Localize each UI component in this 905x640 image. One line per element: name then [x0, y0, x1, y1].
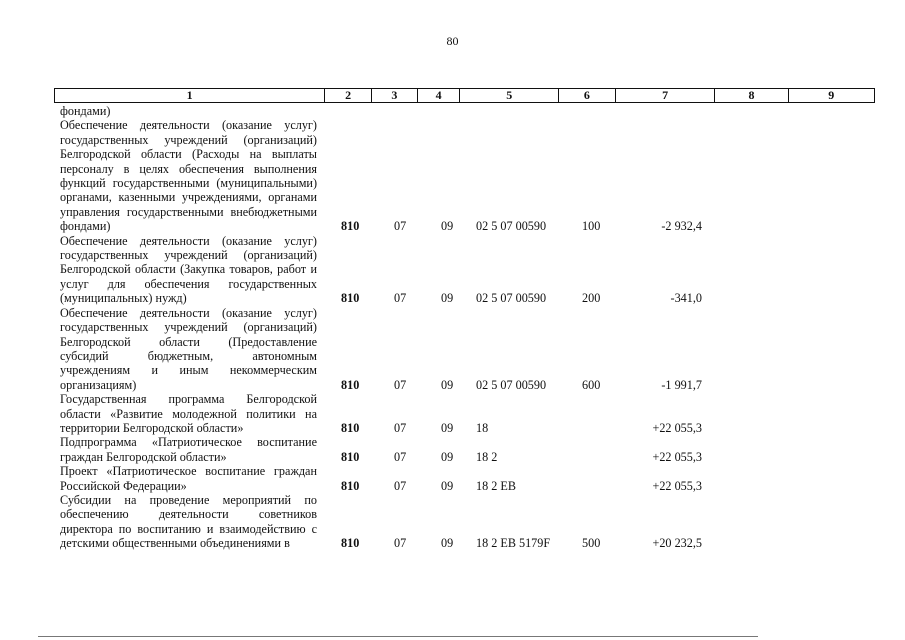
cell-amount: +22 055,3 — [652, 420, 702, 435]
cell-admin-code: 810 — [341, 219, 360, 234]
table-row — [0, 493, 905, 551]
row-description: Государственная программа Белгородской области «Развитие молодежной политики на территории Белгородской области» — [60, 392, 317, 435]
row-description: Проект «Патриотическое воспитание граждан Российской Федерации» — [60, 464, 317, 493]
cell-section: 07 — [394, 449, 407, 464]
column-header-9: 9 — [788, 89, 874, 103]
cell-subsection: 09 — [441, 219, 454, 234]
table-row — [0, 435, 905, 464]
cell-admin-code: 810 — [341, 377, 360, 392]
cell-section: 07 — [394, 478, 407, 493]
cell-amount: -341,0 — [670, 291, 702, 306]
table-row — [0, 118, 905, 233]
cell-amount: -2 932,4 — [661, 219, 702, 234]
table-body — [0, 104, 905, 551]
column-header-7: 7 — [615, 89, 715, 103]
cell-amount: +20 232,5 — [652, 536, 702, 551]
cell-expense-type: 500 — [582, 536, 601, 551]
column-header-3: 3 — [372, 89, 418, 103]
cell-admin-code: 810 — [341, 478, 360, 493]
row-description: Обеспечение деятельности (оказание услуг) государственных учреждений (организаций) Белгородской области (Закупка товаров, работ и услуг для обеспечения государственных (муниципальных) нужд) — [60, 233, 317, 306]
cell-admin-code: 810 — [341, 536, 360, 551]
page-bottom-rule — [38, 636, 758, 637]
table-row — [0, 392, 905, 435]
row-description: Обеспечение деятельности (оказание услуг) государственных учреждений (организаций) Белгородской области (Расходы на выплаты персоналу в целях обеспечения выполнения функций государственными (муниципальными) органами, казенными учреждениями, органами управления государственными внебюджетными фондами) — [60, 118, 317, 234]
row-description: Обеспечение деятельности (оказание услуг) государственных учреждений (организаций) Белгородской области (Предоставление субсидий бюджетным, автономным учреждениям и иным некоммерческим организациям) — [60, 305, 317, 392]
cell-subsection: 09 — [441, 478, 454, 493]
row-description: фондами) — [60, 104, 111, 118]
cell-subsection: 09 — [441, 536, 454, 551]
cell-target-article: 02 5 07 00590 — [476, 377, 547, 392]
table-row — [0, 464, 905, 493]
table-row — [0, 104, 905, 118]
cell-admin-code: 810 — [341, 449, 360, 464]
cell-section: 07 — [394, 536, 407, 551]
cell-section: 07 — [394, 420, 407, 435]
cell-admin-code: 810 — [341, 291, 360, 306]
row-description: Подпрограмма «Патриотическое воспитание граждан Белгородской области» — [60, 435, 317, 464]
cell-target-article: 02 5 07 00590 — [476, 291, 547, 306]
cell-section: 07 — [394, 219, 407, 234]
column-header-5: 5 — [460, 89, 559, 103]
cell-target-article: 02 5 07 00590 — [476, 219, 547, 234]
cell-amount: -1 991,7 — [661, 377, 702, 392]
cell-subsection: 09 — [441, 420, 454, 435]
cell-target-article: 18 2 ЕВ 5179F — [476, 536, 551, 551]
cell-target-article: 18 — [476, 420, 489, 435]
cell-admin-code: 810 — [341, 420, 360, 435]
cell-section: 07 — [394, 291, 407, 306]
cell-target-article: 18 2 — [476, 449, 498, 464]
column-header-1: 1 — [55, 89, 325, 103]
table-row — [0, 234, 905, 306]
cell-subsection: 09 — [441, 291, 454, 306]
column-header-row — [54, 88, 875, 103]
column-header-2: 2 — [325, 89, 372, 103]
page-number: 80 — [446, 34, 459, 48]
cell-target-article: 18 2 ЕВ — [476, 478, 516, 493]
cell-subsection: 09 — [441, 449, 454, 464]
cell-subsection: 09 — [441, 377, 454, 392]
column-header-4: 4 — [417, 89, 460, 103]
column-header-8: 8 — [715, 89, 788, 103]
table-row — [0, 306, 905, 392]
cell-expense-type: 600 — [582, 377, 601, 392]
cell-section: 07 — [394, 377, 407, 392]
column-header-6: 6 — [558, 89, 615, 103]
row-description: Субсидии на проведение мероприятий по обеспечению деятельности советников директора по воспитанию и взаимодействию с детскими общественными объединениями в — [60, 492, 317, 551]
cell-amount: +22 055,3 — [652, 449, 702, 464]
cell-expense-type: 100 — [582, 219, 601, 234]
cell-expense-type: 200 — [582, 291, 601, 306]
cell-amount: +22 055,3 — [652, 478, 702, 493]
